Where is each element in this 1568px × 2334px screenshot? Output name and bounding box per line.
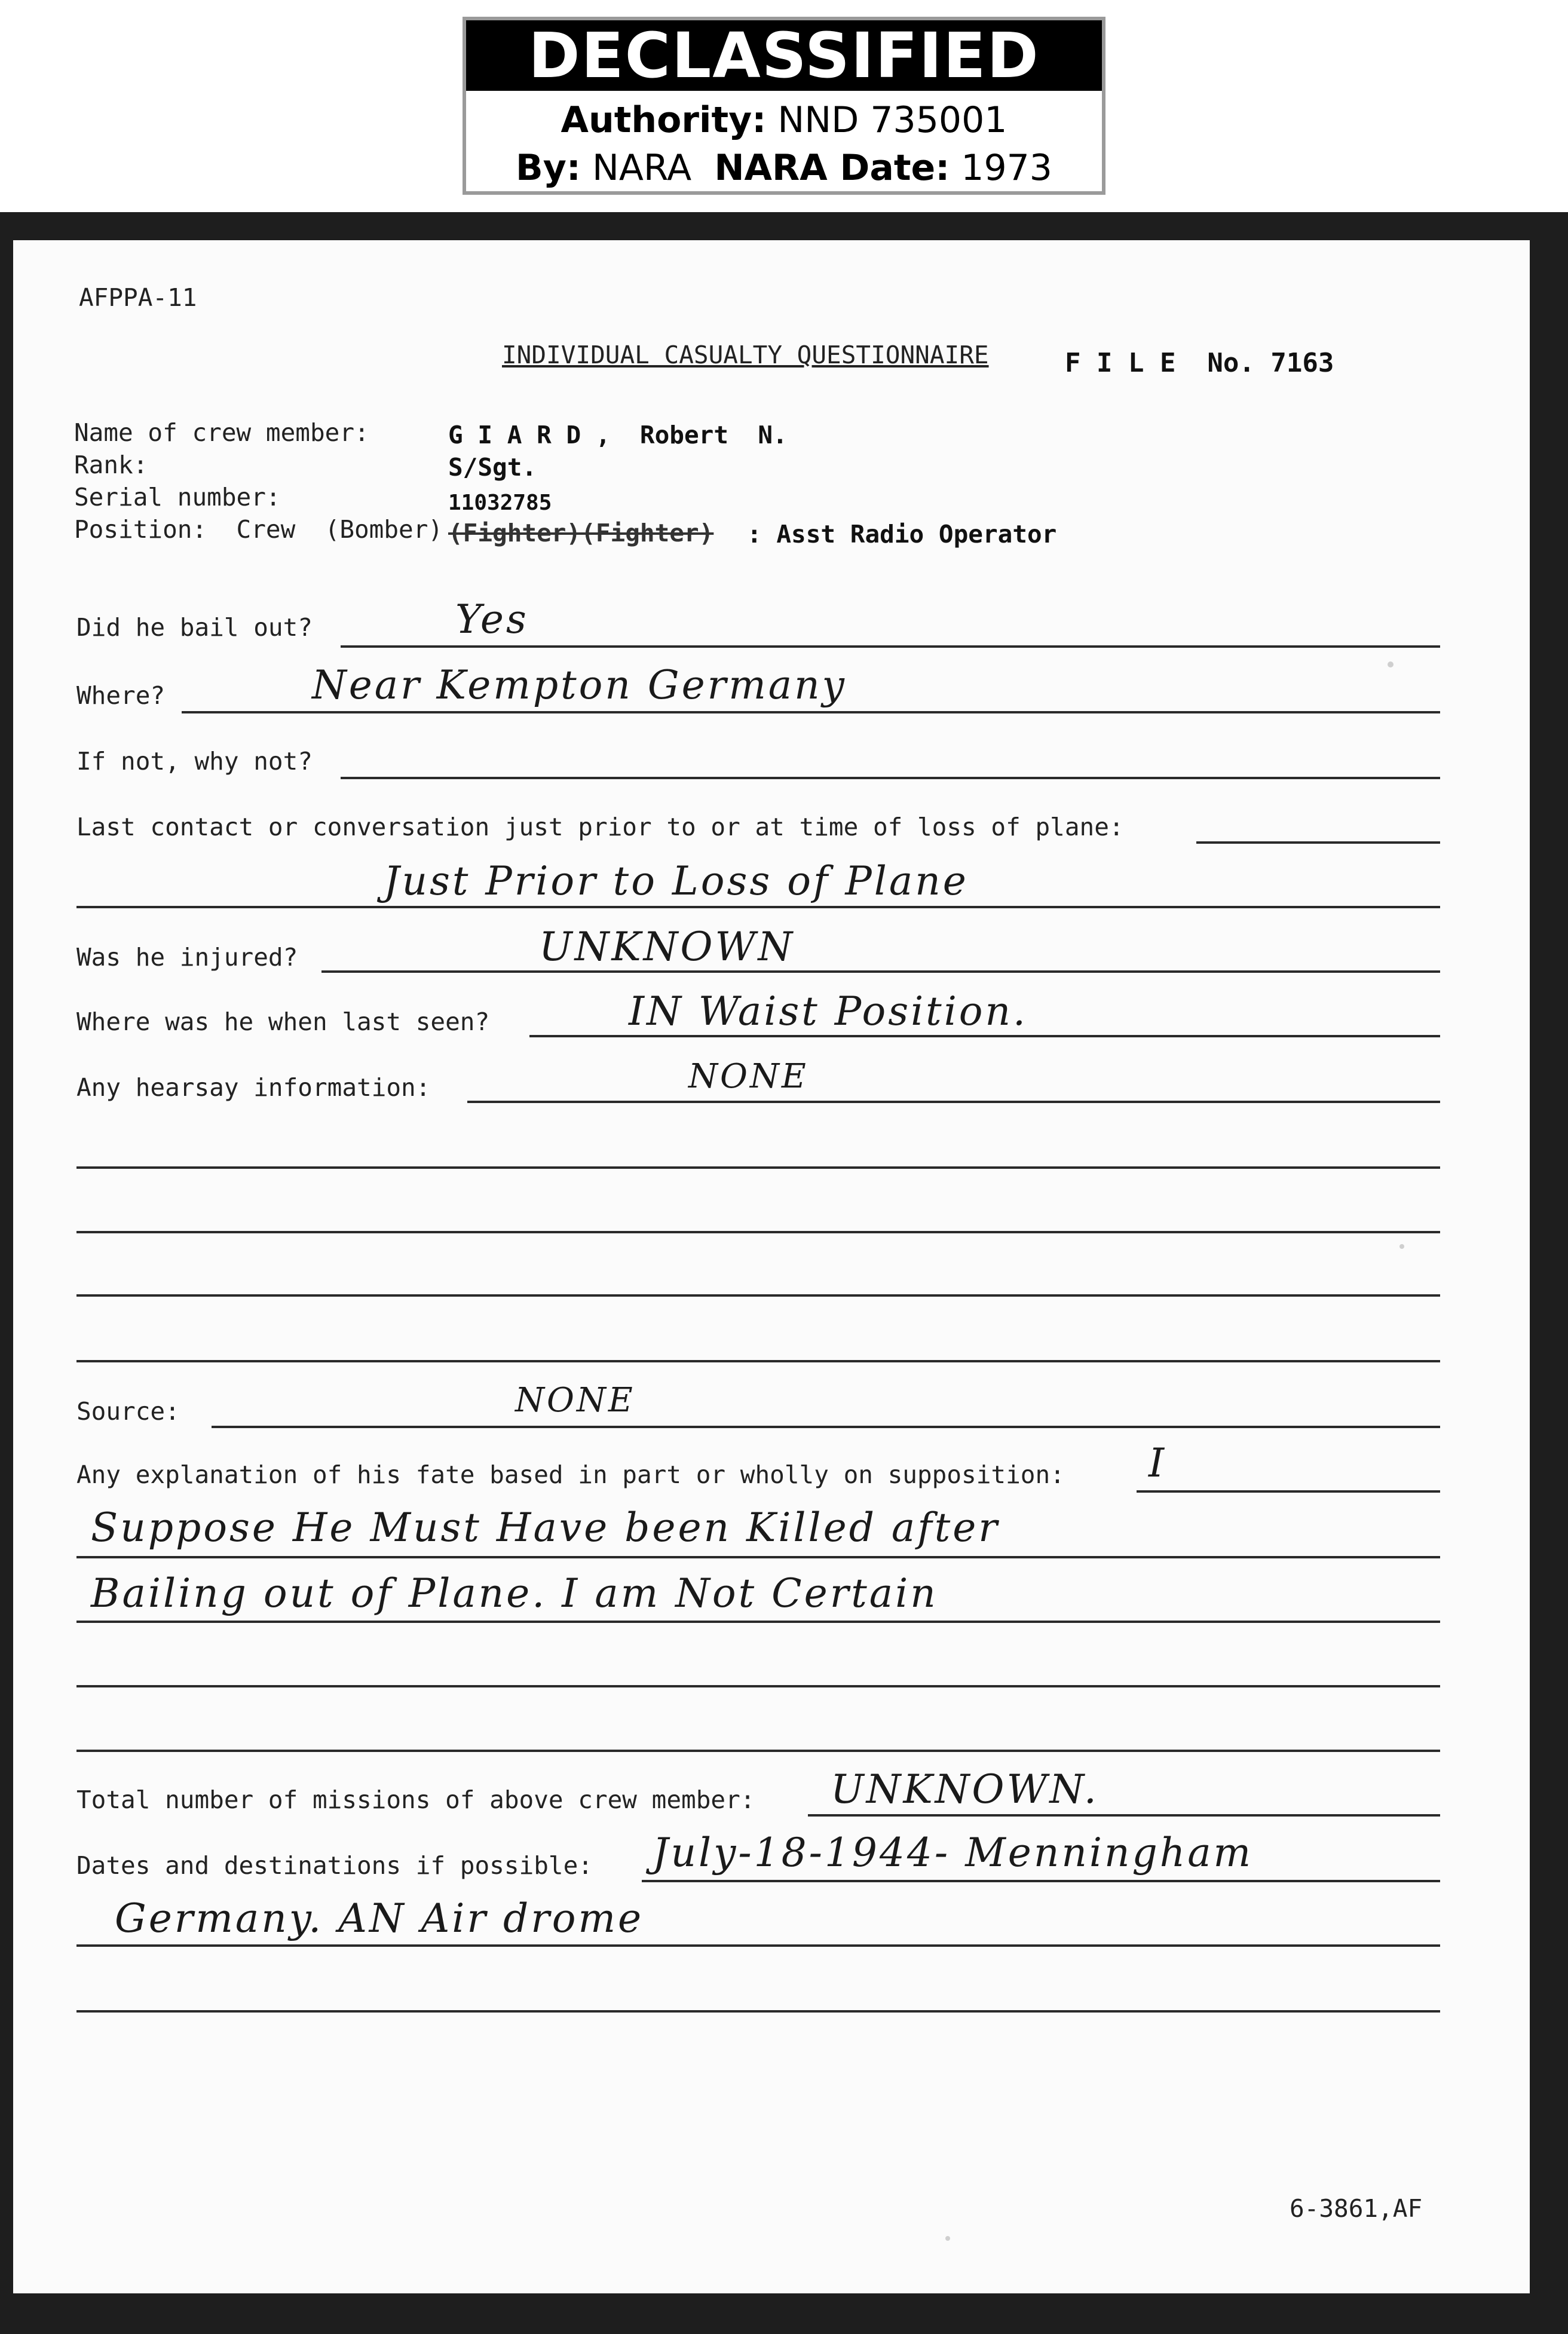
serial-value: 11032785 bbox=[448, 491, 552, 515]
hearsay-label: Any hearsay information: bbox=[76, 1073, 431, 1102]
form-code: AFPPA-11 bbox=[79, 283, 197, 312]
missions-value: UNKNOWN. bbox=[831, 1766, 1099, 1812]
explanation-rule-5 bbox=[76, 1750, 1440, 1752]
bail-rule bbox=[341, 645, 1440, 648]
stamp-date-label: NARA Date: bbox=[714, 147, 950, 189]
contact-value: Just Prior to Loss of Plane bbox=[384, 858, 969, 904]
stamp-by-label: By: bbox=[516, 147, 581, 189]
stamp-authority-value: NND 735001 bbox=[777, 99, 1007, 141]
file-number: F I L E No. 7163 bbox=[1065, 348, 1334, 378]
name-label: Name of crew member: bbox=[74, 418, 369, 447]
dates-label: Dates and destinations if possible: bbox=[76, 1851, 593, 1880]
explanation-label: Any explanation of his fate based in part or wholly on supposition: bbox=[76, 1460, 1065, 1489]
contact-rule-1 bbox=[1196, 841, 1440, 844]
ifnot-label: If not, why not? bbox=[76, 747, 313, 776]
lastseen-rule bbox=[529, 1035, 1440, 1037]
position-struck: (Fighter)(Fighter) bbox=[448, 519, 714, 547]
injured-label: Was he injured? bbox=[76, 943, 298, 972]
position-label: Position: Crew (Bomber) bbox=[74, 515, 443, 544]
contact-label: Last contact or conversation just prior to or at time of loss of plane: bbox=[76, 813, 1124, 841]
hearsay-rule bbox=[467, 1101, 1440, 1103]
stamp-by-value: NARA bbox=[592, 147, 692, 189]
stamp-authority-line bbox=[466, 99, 1102, 141]
injured-value: UNKNOWN bbox=[539, 924, 795, 970]
dates-value-2: Germany. AN Air drome bbox=[115, 1895, 644, 1941]
blank-rule-2 bbox=[76, 1231, 1440, 1233]
source-label: Source: bbox=[76, 1397, 180, 1426]
dates-value-1: July-18-1944- Menningham bbox=[653, 1830, 1254, 1876]
missions-label: Total number of missions of above crew member: bbox=[76, 1785, 755, 1814]
where-value: Near Kempton Germany bbox=[312, 662, 847, 708]
blank-rule-4 bbox=[76, 1360, 1440, 1362]
stamp-title: DECLASSIFIED bbox=[466, 20, 1102, 91]
stamp-date-value: 1973 bbox=[961, 147, 1052, 189]
contact-rule-2 bbox=[76, 906, 1440, 908]
stamp-authority-label: Authority: bbox=[561, 99, 767, 141]
explanation-value-3: Bailing out of Plane. I am Not Certain bbox=[91, 1570, 938, 1616]
explanation-rule-1 bbox=[1137, 1490, 1440, 1493]
bail-label: Did he bail out? bbox=[76, 613, 313, 642]
dates-rule-1 bbox=[642, 1880, 1440, 1882]
serial-label: Serial number: bbox=[74, 483, 281, 511]
declassified-stamp bbox=[463, 17, 1105, 195]
explanation-rule-2 bbox=[76, 1556, 1440, 1558]
explanation-rule-3 bbox=[76, 1621, 1440, 1623]
rank-label: Rank: bbox=[74, 451, 148, 479]
source-rule bbox=[212, 1426, 1440, 1428]
form-title: INDIVIDUAL CASUALTY QUESTIONNAIRE bbox=[502, 341, 989, 369]
position-value: : Asst Radio Operator bbox=[747, 520, 1057, 549]
lastseen-value: IN Waist Position. bbox=[629, 988, 1028, 1034]
blank-rule-3 bbox=[76, 1294, 1440, 1297]
questionnaire-page bbox=[13, 240, 1530, 2293]
missions-rule bbox=[808, 1814, 1440, 1817]
footer-code: 6-3861,AF bbox=[1290, 2194, 1423, 2223]
rank-value: S/Sgt. bbox=[448, 453, 537, 482]
where-label: Where? bbox=[76, 681, 166, 710]
explanation-rule-4 bbox=[76, 1685, 1440, 1687]
ifnot-rule bbox=[341, 777, 1440, 779]
dates-rule-2 bbox=[76, 1944, 1440, 1947]
source-value: NONE bbox=[515, 1381, 635, 1420]
blank-rule-1 bbox=[76, 1166, 1440, 1169]
explanation-value-1: I bbox=[1149, 1440, 1167, 1486]
injured-rule bbox=[321, 970, 1440, 973]
lastseen-label: Where was he when last seen? bbox=[76, 1007, 490, 1036]
where-rule bbox=[182, 711, 1440, 713]
name-value: G I A R D , Robert N. bbox=[448, 421, 788, 449]
stamp-by-line bbox=[466, 147, 1102, 189]
dates-rule-3 bbox=[76, 2010, 1440, 2013]
explanation-value-2: Suppose He Must Have been Killed after bbox=[91, 1505, 1000, 1551]
hearsay-value: NONE bbox=[688, 1057, 808, 1096]
bail-value: Yes bbox=[455, 596, 529, 642]
